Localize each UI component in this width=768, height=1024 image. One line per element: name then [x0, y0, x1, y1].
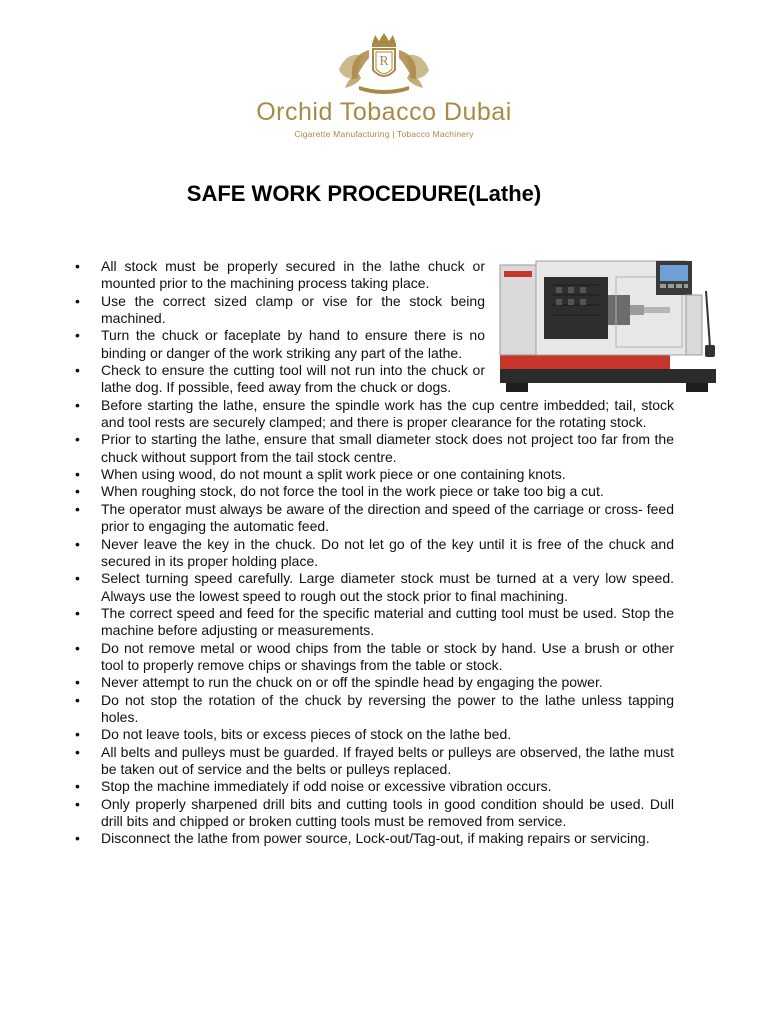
- company-logo: [0, 30, 768, 139]
- list-item: • Never leave the key in the chuck. Do not let go of the key until it is free of the chuck and secured in its proper holding place.: [0, 536, 674, 571]
- list-item: • Disconnect the lathe from power source, Lock-out/Tag-out, if making repairs or servicing.: [0, 830, 674, 847]
- list-item: • Do not stop the rotation of the chuck by reversing the power to the lathe unless tapping holes.: [0, 692, 674, 727]
- brand-name: Orchid Tobacco Dubai: [256, 98, 512, 126]
- list-item: • Prior to starting the lathe, ensure that small diameter stock does not project too far from the chuck without support from the tail stock centre.: [0, 431, 674, 466]
- list-item: • The correct speed and feed for the specific material and cutting tool must be used. Stop the machine before adjusting or measurements.: [0, 605, 674, 640]
- list-item: • Never attempt to run the chuck on or off the spindle head by engaging the power.: [0, 674, 674, 691]
- list-item: • When using wood, do not mount a split work piece or one containing knots.: [0, 466, 674, 483]
- list-item: • Select turning speed carefully. Large diameter stock must be turned at a very low speed. Always use the lowest speed to rough out the stock prior to final machining.: [0, 570, 674, 605]
- brand-tagline: Cigarette Manufacturing | Tobacco Machinery: [294, 129, 474, 139]
- list-item: • Turn the chuck or faceplate by hand to ensure there is no binding or danger of the work striking any part of the lathe.: [0, 327, 485, 362]
- list-item: • Before starting the lathe, ensure the spindle work has the cup centre imbedded; tail, stock and tool rests are securely clamped; and there is proper clearance for the rotating stock.: [0, 397, 674, 432]
- list-item: • Use the correct sized clamp or vise for the stock being machined.: [0, 293, 485, 328]
- page-title: SAFE WORK PROCEDURE(Lathe): [186, 181, 542, 206]
- list-item: • Do not remove metal or wood chips from the table or stock by hand. Use a brush or other tool to properly remove chips or shavings from the table or stock.: [0, 640, 674, 675]
- list-item: • The operator must always be aware of the direction and speed of the carriage or cross- feed prior to engaging the automatic feed.: [0, 501, 674, 536]
- list-item: • Stop the machine immediately if odd noise or excessive vibration occurs.: [0, 778, 674, 795]
- procedure-list: [0, 258, 674, 848]
- list-item: • When roughing stock, do not force the tool in the work piece or take too big a cut.: [0, 483, 674, 500]
- list-item: • Check to ensure the cutting tool will not run into the chuck or lathe dog. If possible, feed away from the chuck or dogs.: [0, 362, 485, 397]
- list-item: • Only properly sharpened drill bits and cutting tools in good condition should be used. Dull drill bits and chipped or broken cutting tools must be removed from service.: [0, 796, 674, 831]
- list-item: • All stock must be properly secured in the lathe chuck or mounted prior to the machining process taking place.: [0, 258, 485, 293]
- crest-letter: R: [379, 54, 389, 69]
- list-item: • All belts and pulleys must be guarded. If frayed belts or pulleys are observed, the lathe must be taken out of service and the belts or pulleys replaced.: [0, 744, 674, 779]
- list-item: • Do not leave tools, bits or excess pieces of stock on the lathe bed.: [0, 726, 674, 743]
